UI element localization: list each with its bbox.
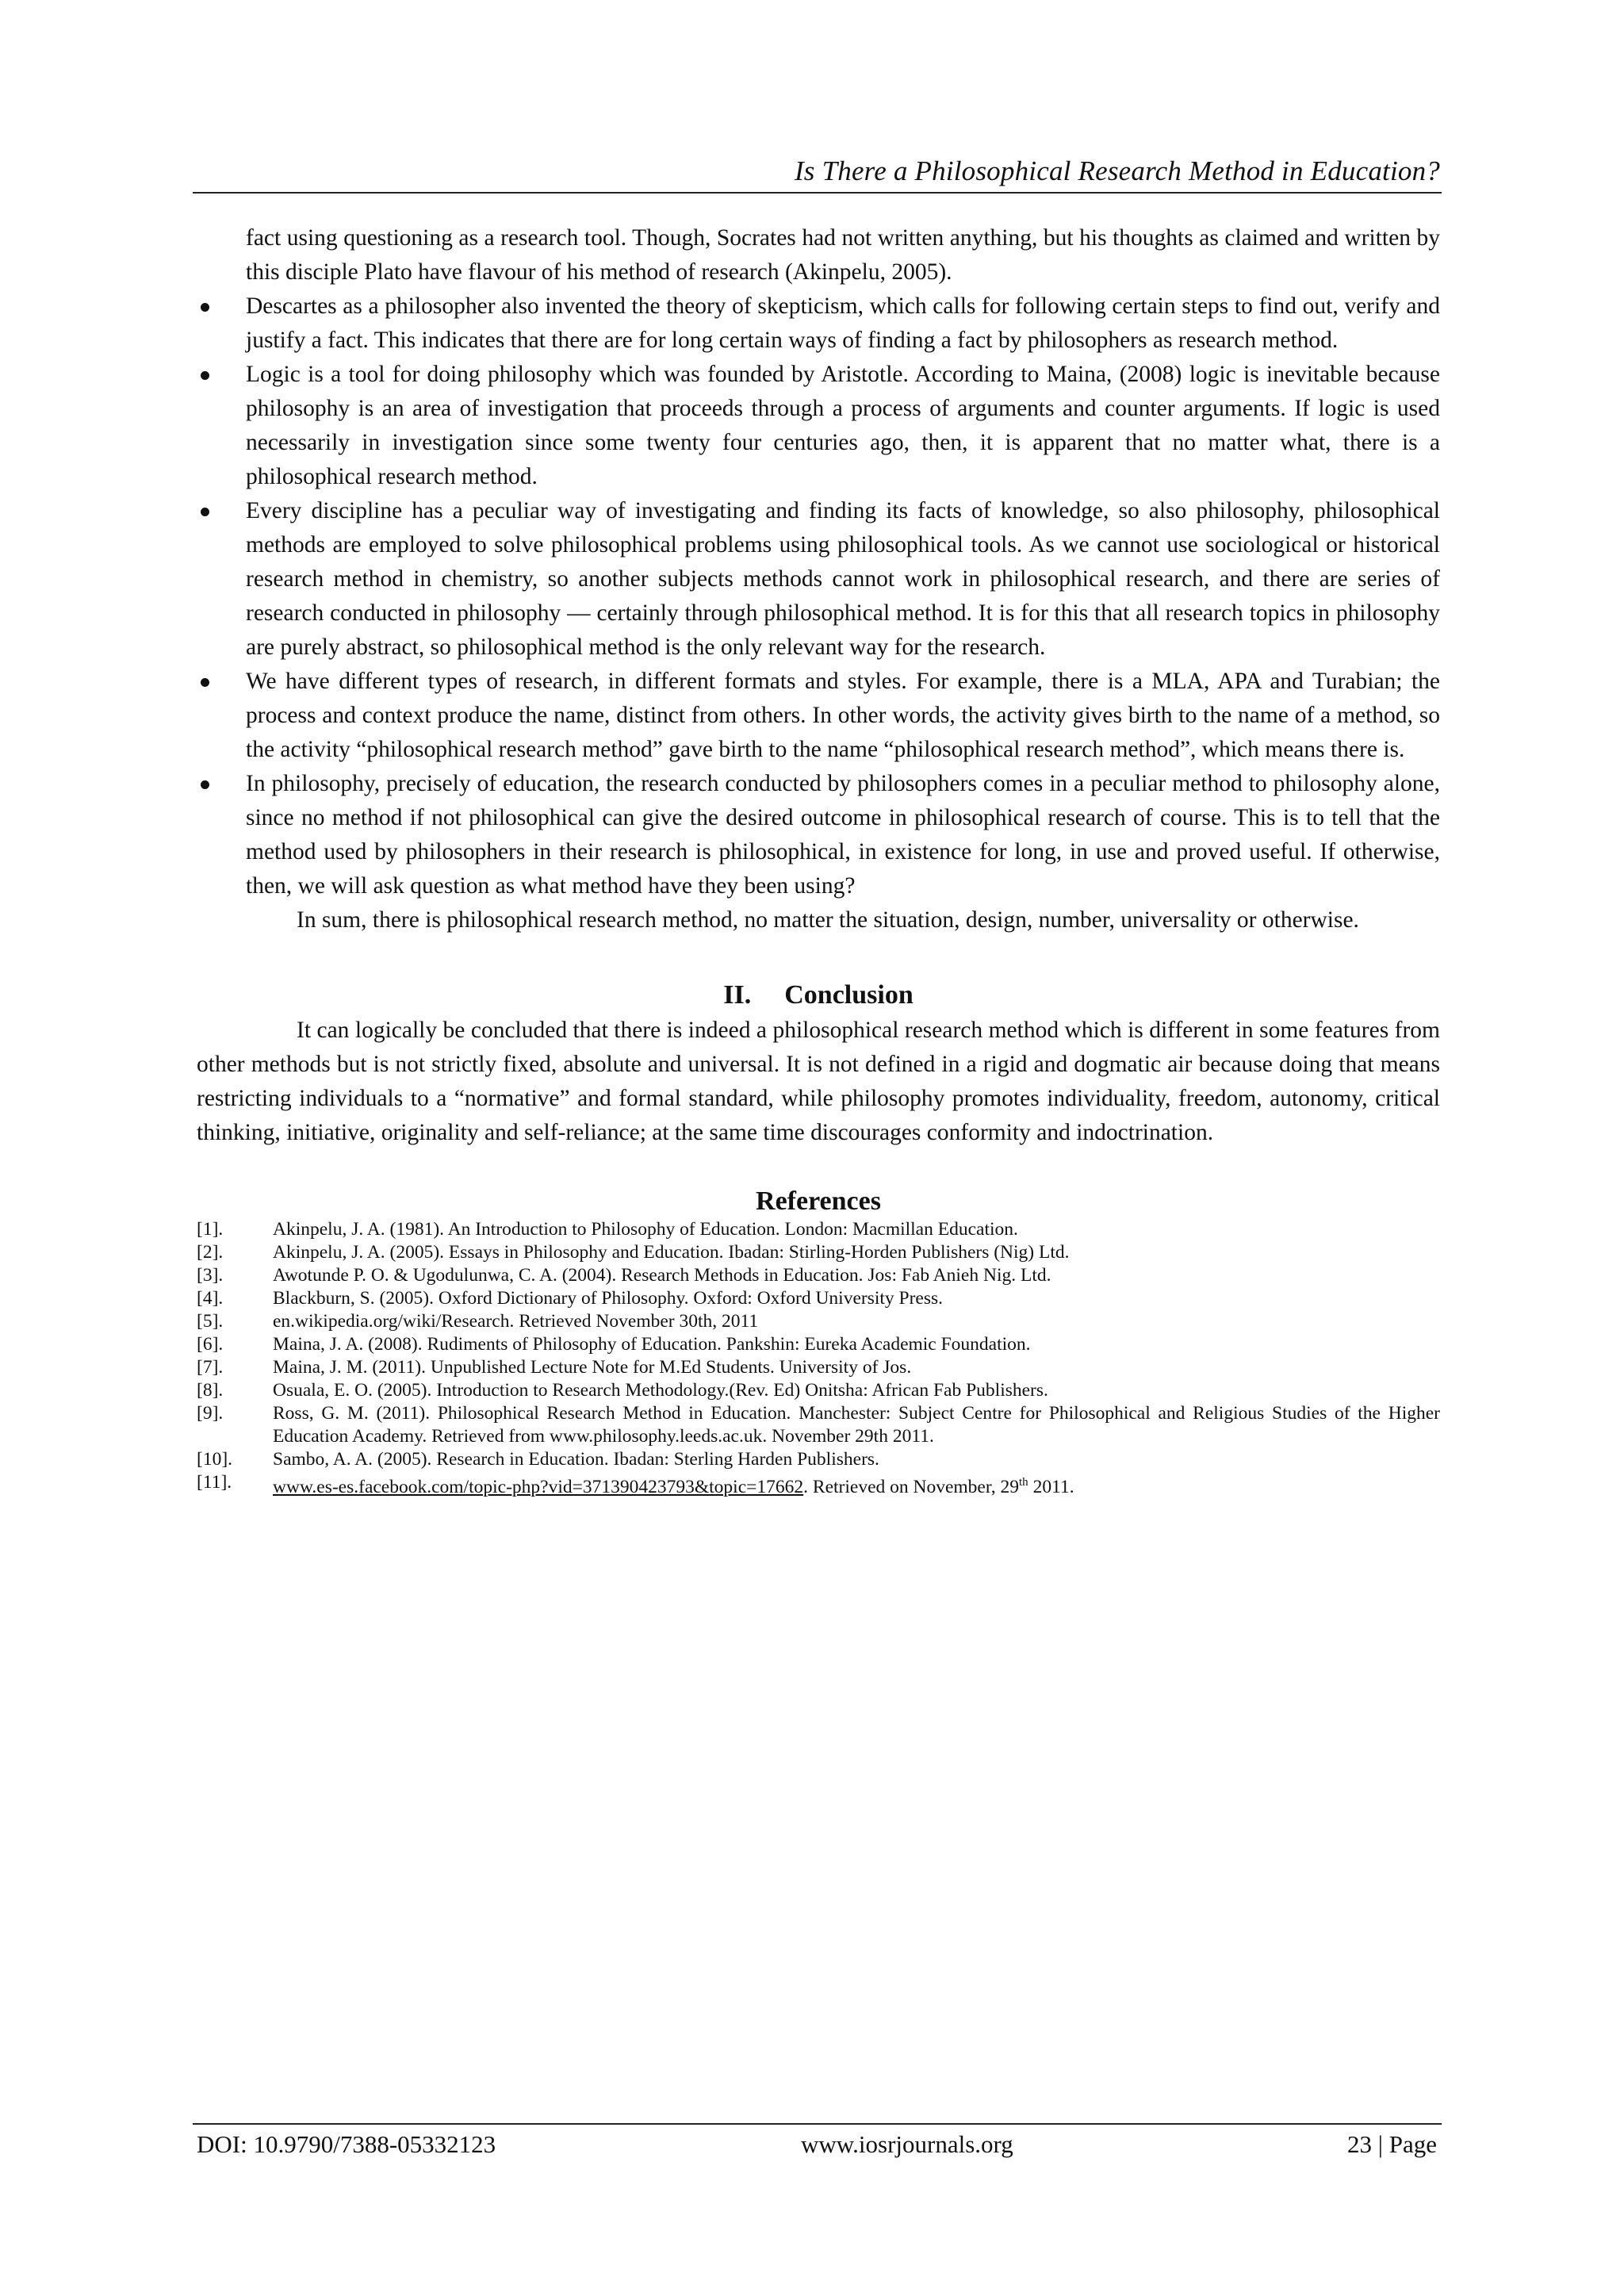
reference-text: Maina, J. A. (2008). Rudiments of Philosophy of Education. Pankshin: Eureka Academic Foundation. [273, 1334, 1031, 1355]
reference-item [197, 1287, 1440, 1310]
bullet-icon [201, 508, 209, 516]
reference-item [197, 1264, 1440, 1287]
bullet-icon [201, 678, 209, 687]
bullet-icon [201, 780, 209, 789]
footer-page-number: 23 | Page [1347, 2130, 1437, 2158]
running-header-title: Is There a Philosophical Research Method in Education? [794, 155, 1440, 186]
footer-website-link[interactable]: www.iosrjournals.org [801, 2130, 1013, 2158]
reference-text [273, 1471, 1440, 1499]
reference-item [197, 1241, 1440, 1264]
summary-wrap [197, 903, 1440, 937]
list-item [197, 358, 1440, 494]
reference-text: Awotunde P. O. & Ugodulunwa, C. A. (2004). Research Methods in Education. Jos: Fab Anieh Nig. Ltd. [273, 1265, 1051, 1286]
list-item-text: We have different types of research, in different formats and styles. For example, there is a MLA, APA and Turabian; the process and context produce the name, distinct from others. In other words, the activity gives birth to the name of a method, so the activity “philosophical research method” gave birth to the name “philosophical research method”, which means there is. [246, 669, 1440, 762]
reference-item [197, 1448, 1440, 1471]
list-item-text: In philosophy, precisely of education, the research conducted by philosophers comes in a peculiar method to philosophy alone, since no method if not philosophical can give the desired outcome in philosophical research of course. This is to tell that the method used by philosophers in their research is philosophical, in existence for long, in use and proved useful. If otherwise, then, we will ask question as what method have they been using? [246, 771, 1440, 899]
reference-item [197, 1356, 1440, 1379]
intro-continuation: fact using questioning as a research tool. Though, Socrates had not written anything, but his thoughts as claimed and written by this disciple Plato have flavour of his method of research (Akinpelu, 2005). [246, 225, 1440, 285]
references-heading: References [756, 1186, 881, 1216]
list-item-text: Logic is a tool for doing philosophy which was founded by Aristotle. According to Maina, (2008) logic is inevitable because philosophy is an area of investigation that proceeds through a process of arguments and counter arguments. If logic is used necessarily in investigation since some twenty four centuries ago, then, it is apparent that no matter what, there is a philosophical research method. [246, 362, 1440, 489]
reference-year: 2011. [1028, 1476, 1074, 1497]
reference-item [197, 1333, 1440, 1356]
conclusion-heading [197, 980, 1440, 1010]
list-item [197, 767, 1440, 903]
reference-list [197, 1218, 1440, 1499]
list-item [197, 289, 1440, 358]
reference-number: [11]. [197, 1472, 232, 1493]
header-divider [193, 192, 1442, 194]
reference-item [197, 1218, 1440, 1241]
footer-divider [193, 2123, 1442, 2125]
reference-number: [3]. [197, 1265, 224, 1286]
list-item-text: Descartes as a philosopher also invented the theory of skepticism, which calls for following certain steps to find out, verify and justify a fact. This indicates that there are for long certain ways of finding a fact by philosophers as research method. [246, 293, 1440, 353]
reference-number: [7]. [197, 1357, 224, 1378]
reference-text: Osuala, E. O. (2005). Introduction to Research Methodology.(Rev. Ed) Onitsha: African Fab Publishers. [273, 1380, 1048, 1401]
section-title: Conclusion [784, 980, 914, 1010]
ordinal-suffix: th [1019, 1476, 1028, 1489]
conclusion-paragraph: It can logically be concluded that there is indeed a philosophical research method which is different in some features from other methods but is not strictly fixed, absolute and universal. It is not defined in a rigid and dogmatic air because doing that means restricting individuals to a “normative” and formal standard, while philosophy promotes individuality, freedom, autonomy, critical thinking, initiative, originality and self-reliance; at the same time discourages conformity and indoctrination. [197, 1018, 1440, 1145]
reference-number: [10]. [197, 1449, 233, 1470]
reference-number: [5]. [197, 1311, 224, 1332]
reference-number: [6]. [197, 1334, 224, 1355]
reference-text: Sambo, A. A. (2005). Research in Education. Ibadan: Sterling Harden Publishers. [273, 1449, 879, 1470]
page-footer [197, 2130, 1437, 2162]
reference-text: Maina, J. M. (2011). Unpublished Lecture Note for M.Ed Students. University of Jos. [273, 1357, 912, 1378]
reference-number: [9]. [197, 1403, 224, 1424]
reference-item [197, 1471, 1440, 1499]
reference-text: Ross, G. M. (2011). Philosophical Research Method in Education. Manchester: Subject Centre for Philosophical and Religious Studies of the Higher Education Academy. Retrieved from www.philosophy.leeds.ac.uk. November 29th 2011. [273, 1403, 1440, 1447]
intro-continuation-wrap [197, 221, 1440, 289]
reference-link[interactable]: www.es-es.facebook.com/topic-php?vid=371390423793&topic=17662 [273, 1476, 804, 1497]
reference-number: [8]. [197, 1380, 224, 1401]
reference-item [197, 1310, 1440, 1333]
reference-retrieved-text: . Retrieved on November, 29 [803, 1476, 1020, 1497]
reference-number: [4]. [197, 1288, 224, 1309]
bullet-icon [201, 371, 209, 380]
argument-list [197, 289, 1440, 903]
reference-item [197, 1379, 1440, 1402]
footer-doi: DOI: 10.9790/7388-05332123 [197, 2130, 496, 2158]
list-item [197, 494, 1440, 665]
reference-text: Akinpelu, J. A. (1981). An Introduction to Philosophy of Education. London: Macmillan Education. [273, 1219, 1018, 1240]
reference-text: Akinpelu, J. A. (2005). Essays in Philosophy and Education. Ibadan: Stirling-Horden Publishers (Nig) Ltd. [273, 1242, 1070, 1263]
page-body [197, 221, 1440, 1499]
reference-item [197, 1402, 1440, 1448]
list-item-text: Every discipline has a peculiar way of investigating and finding its facts of knowledge, so also philosophy, philosophical methods are employed to solve philosophical problems using philosophical tools. As we cannot use sociological or historical research method in chemistry, so another subjects methods cannot work in philosophical research, and there are series of research conducted in philosophy — certainly through philosophical method. It is for this that all research topics in philosophy are purely abstract, so philosophical method is the only relevant way for the research. [246, 498, 1440, 660]
summary-paragraph: In sum, there is philosophical research method, no matter the situation, design, number, universality or otherwise. [297, 907, 1359, 933]
section-number: II. [723, 980, 752, 1010]
list-item [197, 665, 1440, 767]
reference-number: [1]. [197, 1219, 224, 1240]
bullet-icon [201, 303, 209, 312]
reference-text: en.wikipedia.org/wiki/Research. Retrieved November 30th, 2011 [273, 1311, 759, 1332]
reference-text: Blackburn, S. (2005). Oxford Dictionary of Philosophy. Oxford: Oxford University Press. [273, 1288, 944, 1309]
reference-number: [2]. [197, 1242, 224, 1263]
